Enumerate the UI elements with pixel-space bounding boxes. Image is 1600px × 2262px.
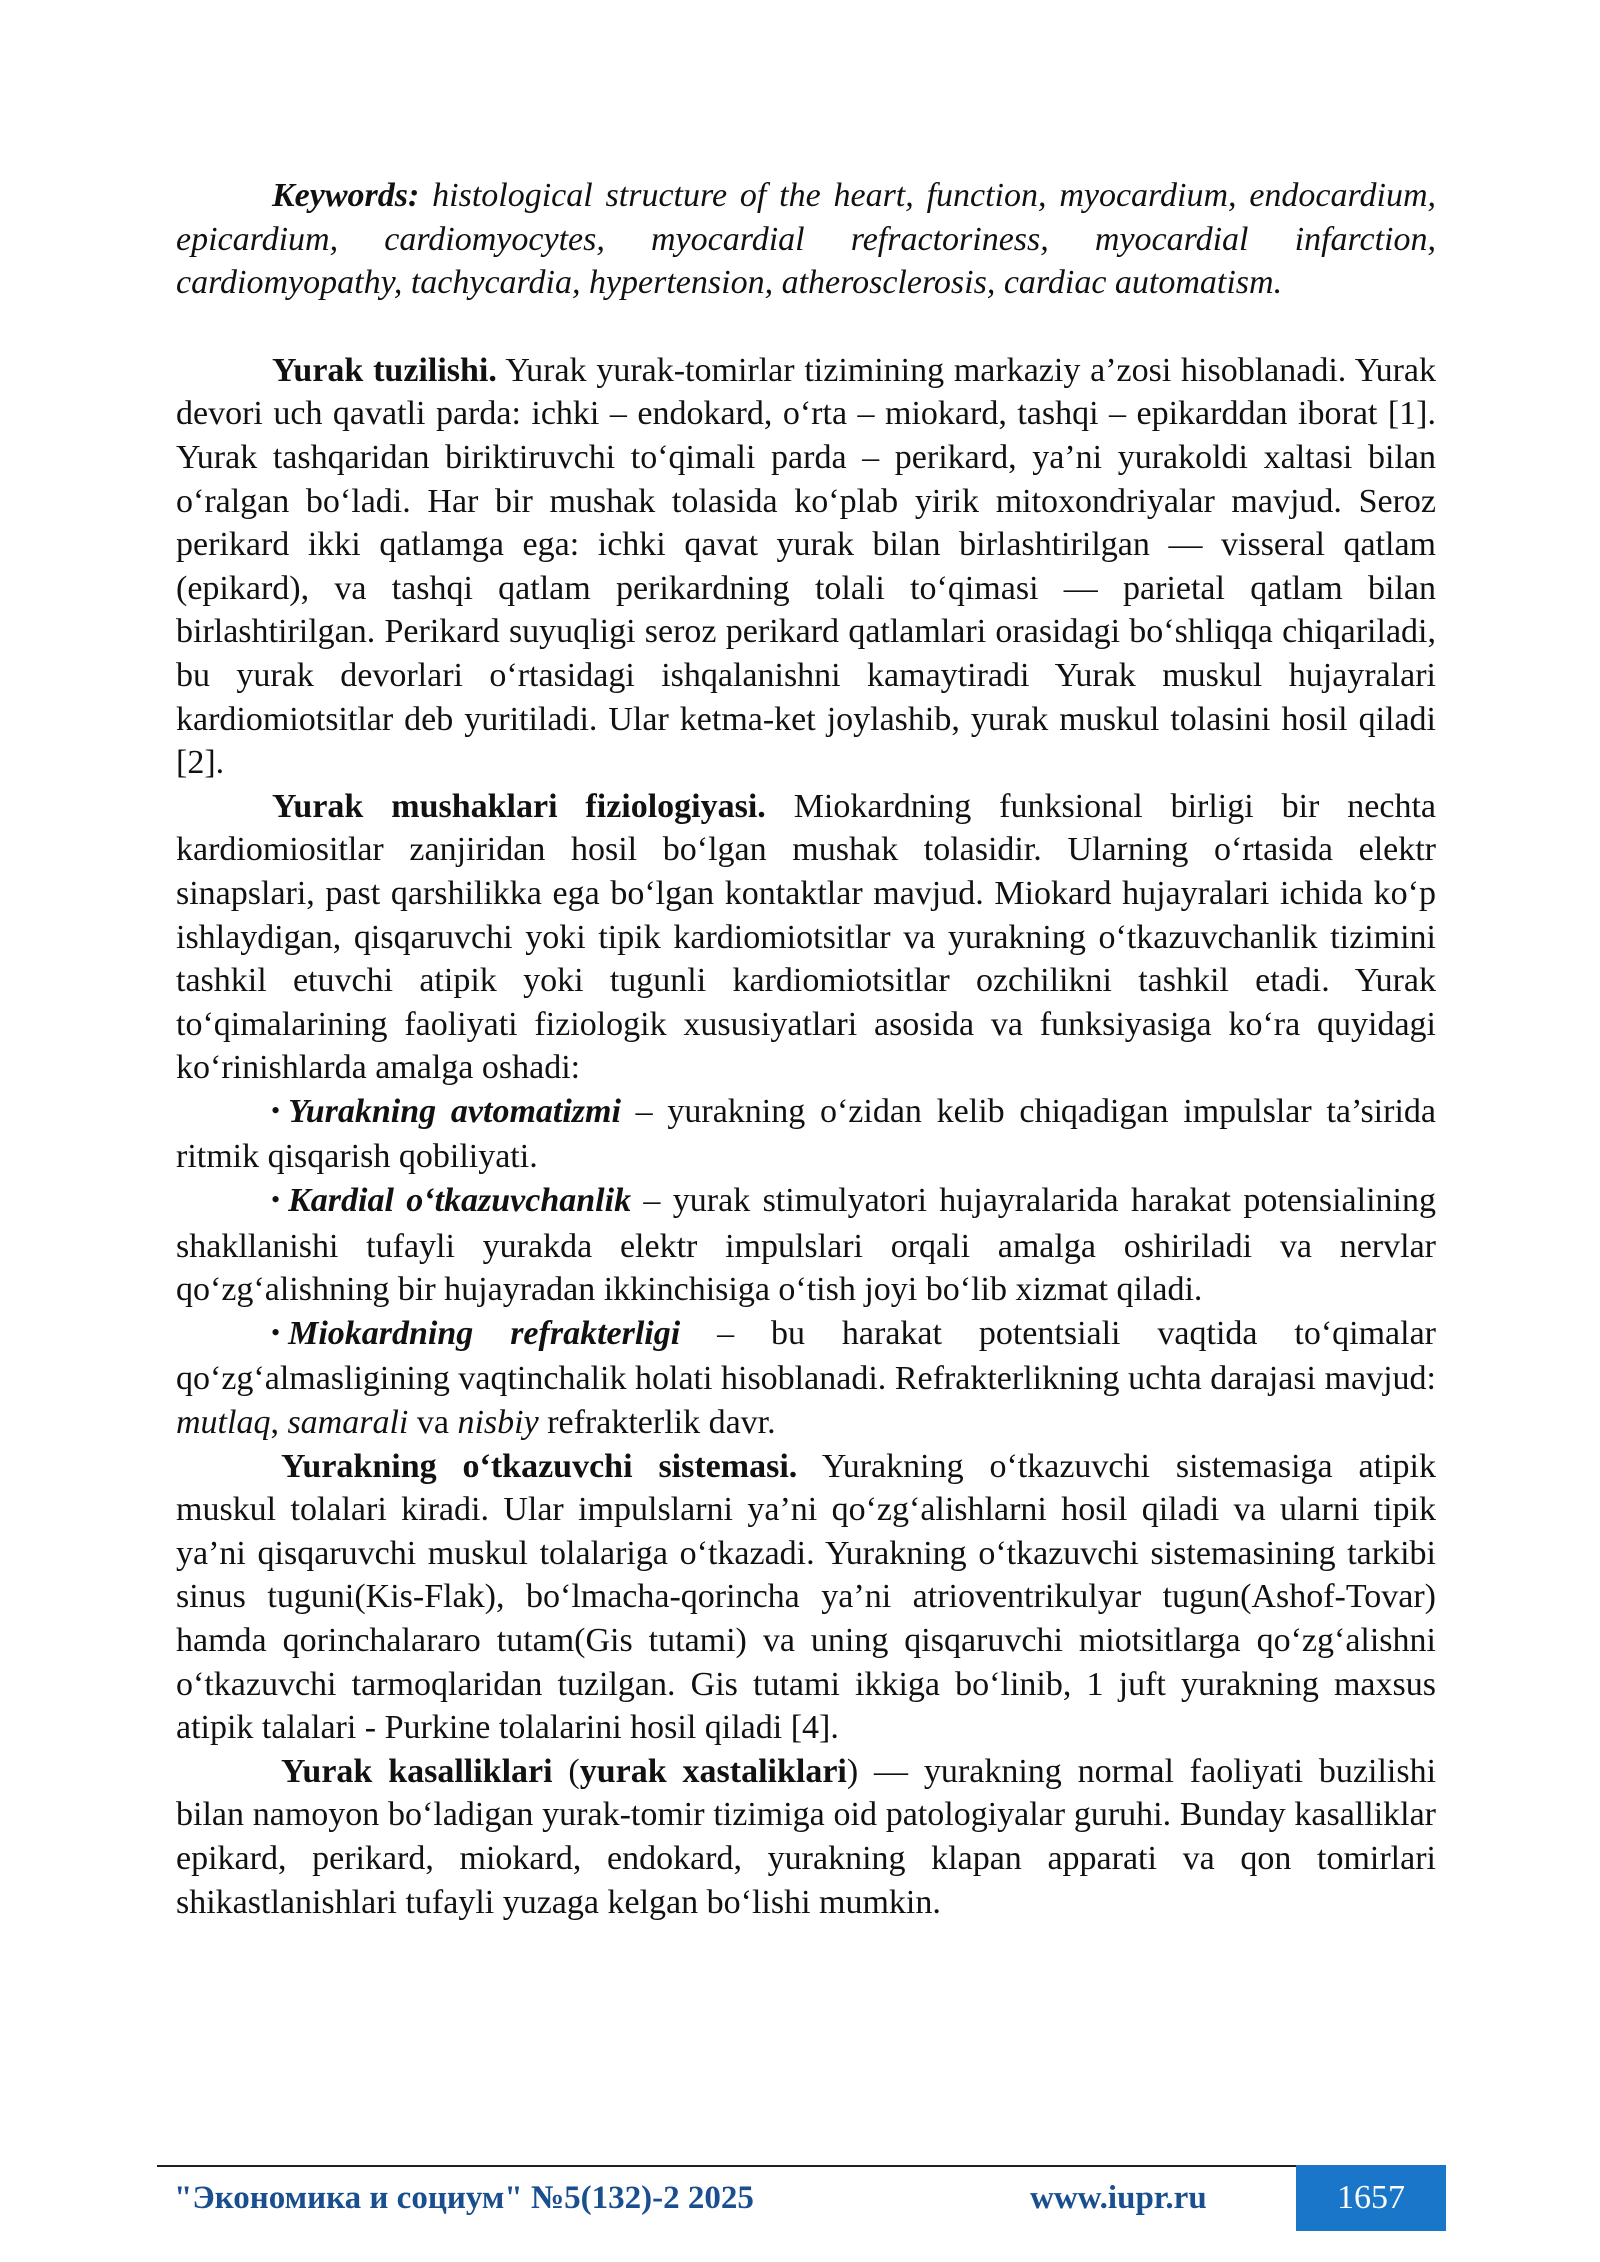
bullet-icon: •	[271, 1317, 281, 1347]
footer-divider	[157, 2165, 1296, 2167]
page-number-badge	[1296, 2165, 1446, 2231]
keywords-paragraph	[176, 174, 1436, 305]
paren-close: )	[846, 1752, 859, 1790]
section-muscle-physiology	[176, 785, 1436, 1090]
section-heart-diseases	[176, 1750, 1436, 1924]
keywords-text: histological structure of the heart, function, myocardium, endocardium, epicardium, cardiomyocytes, myocardial refractoriness, myocardial infarction, cardiomyopathy, tachycardia, hypertension, atherosclerosis, cardiac automatism.	[176, 177, 1436, 302]
page-number: 1657	[1337, 2179, 1405, 2216]
section-heading: Yurak tuzilishi.	[272, 351, 497, 389]
paren-open: (	[552, 1752, 580, 1790]
italic-term: mutlaq	[176, 1404, 271, 1442]
italic-term: nisbiy	[457, 1404, 539, 1442]
article-body	[176, 174, 1436, 1924]
footer-journal-title: "Экономика и социум" №5(132)-2 2025	[174, 2180, 754, 2216]
bullet-text: – bu harakat potentsiali vaqtida to‘qimalar qo‘zg‘almasligining vaqtinchalik holati hisoblanadi. Refrakterlikning uchta darajasi mavjud:	[176, 1314, 1436, 1398]
section-text: Yurak yurak-tomirlar tizimining markaziy a’zosi hisoblanadi. Yurak devori uch qavatli parda: ichki – endokard, o‘rta – miokard, tashqi – epikarddan iborat [1]. Yurak tashqaridan biriktiruvchi to‘qimali parda – perikard, ya’ni yurakoldi xaltasi bilan o‘ralgan bo‘ladi. Har bir mushak tolasida ko‘plab yirik mitoxondriyalar mavjud. Seroz perikard ikki qatlamga ega: ichki qavat yurak bilan birlashtirilgan — visseral qatlam (epikard), va tashqi qatlam perikardning tolali to‘qimasi — parietal qatlam bilan birlashtirilgan. Perikard suyuqligi seroz perikard qatlamlari orasidagi bo‘shliqqa chiqariladi, bu yurak devorlari o‘rtasidagi ishqalanishni kamaytiradi Yurak muskul hujayralari kardiomiotsitlar deb yuritiladi. Ular ketma-ket joylashib, yurak muskul tolasini hosil qiladi [2].	[176, 351, 1436, 782]
bullet-icon: •	[271, 1095, 281, 1125]
separator-text: ,	[270, 1404, 288, 1442]
bullet-term: Kardial o‘tkazuvchanlik	[288, 1182, 632, 1220]
bullet-tail-text: refrakterlik davr.	[538, 1404, 776, 1442]
section-heading: Yurakning o‘tkazuvchi sistemasi.	[281, 1447, 798, 1485]
section-heading-secondary: yurak xastaliklari	[579, 1752, 847, 1790]
bullet-icon: •	[271, 1185, 281, 1215]
keywords-label: Keywords:	[272, 177, 420, 214]
bullet-text: – yurak stimulyatori hujayralarida harakat potensialining shakllanishi tufayli yurakda elektr impulslari orqali amalga oshiriladi va nervlar qo‘zg‘alishning bir hujayradan ikkinchisiga o‘tish joyi bo‘lib xizmat qiladi.	[176, 1182, 1436, 1309]
section-text: Yurakning o‘tkazuvchi sistemasiga atipik muskul tolalari kiradi. Ular impulslarni ya’ni qo‘zg‘alishlarni hosil qiladi va ularni tipik ya’ni qisqaruvchi muskul tolalariga o‘tkazadi. Yurakning o‘tkazuvchi sistemasining tarkibi sinus tuguni(Kis-Flak), bo‘lmacha-qorincha ya’ni atrioventrikulyar tugun(Ashof-Tovar) hamda qorinchalararo tutam(Gis tutami) va uning qisqaruvchi miotsitlarga qo‘zg‘alishni o‘tkazuvchi tarmoqlaridan tuzilgan. Gis tutami ikkiga bo‘linib, 1 juft yurakning maxsus atipik talalari - Purkine tolalarini hosil qiladi [4].	[176, 1447, 1436, 1747]
bullet-item-conductivity	[176, 1179, 1436, 1312]
section-text: — yurakning normal faoliyati buzilishi bilan namoyon bo‘ladigan yurak-tomir tizimiga oid patologiyalar guruhi. Bunday kasalliklar epikard, perikard, miokard, endokard, yurakning klapan apparati va qon tomirlari shikastlanishlari tufayli yuzaga kelgan bo‘lishi mumkin.	[176, 1752, 1437, 1921]
section-heading: Yurak mushaklari fiziologiyasi.	[272, 787, 766, 825]
bullet-term: Yurakning avtomatizmi	[288, 1092, 621, 1130]
bullet-item-automatism	[176, 1090, 1436, 1179]
section-text: Miokardning funksional birligi bir nechta kardiomiositlar zanjiridan hosil bo‘lgan mushak tolasidir. Ularning o‘rtasida elektr sinapslari, past qarshilikka ega bo‘lgan kontaktlar mavjud. Miokard hujayralari ichida ko‘p ishlaydigan, qisqaruvchi yoki tipik kardiomiotsitlar va yurakning o‘tkazuvchanlik tizimini tashkil etuvchi atipik yoki tugunli kardiomiotsitlar ozchilikni tashkil etadi. Yurak to‘qimalarining faoliyati fiziologik xususiyatlari asosida va funksiyasiga ko‘ra quyidagi ko‘rinishlarda amalga oshadi:	[176, 787, 1436, 1087]
bullet-term: Miokardning refrakterligi	[288, 1314, 681, 1352]
bullet-item-refractoriness	[176, 1312, 1436, 1445]
bullet-text: – yurakning o‘zidan kelib chiqadigan impulslar ta’sirida ritmik qisqarish qobiliyati.	[176, 1092, 1436, 1176]
section-heart-structure	[176, 349, 1436, 785]
paragraph-gap	[176, 305, 1436, 349]
separator-text: va	[408, 1404, 458, 1442]
section-heading: Yurak kasalliklari	[281, 1752, 553, 1790]
section-conduction-system	[176, 1445, 1436, 1750]
italic-term: samarali	[287, 1404, 409, 1442]
footer-website: www.iupr.ru	[1030, 2180, 1207, 2216]
